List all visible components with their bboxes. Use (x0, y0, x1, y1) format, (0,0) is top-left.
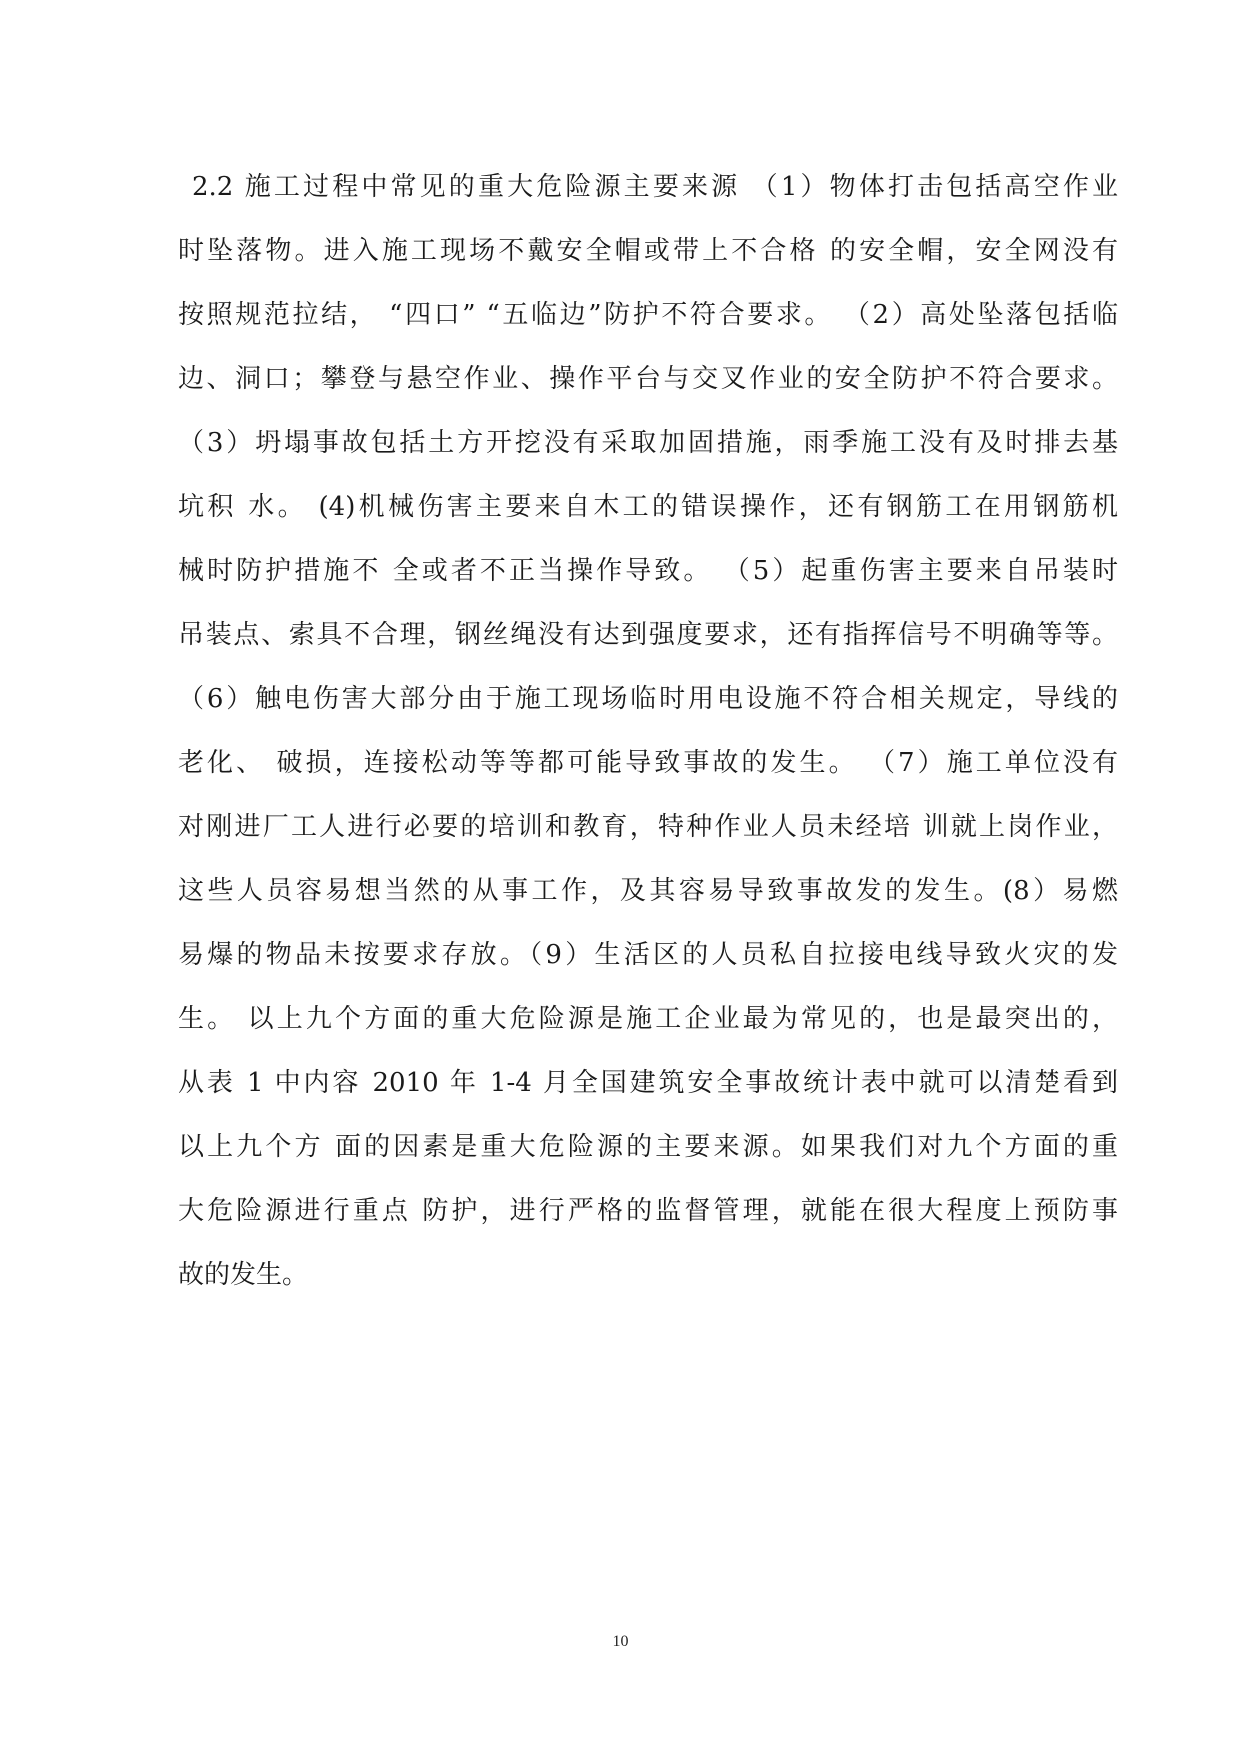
page-number: 10 (612, 1633, 629, 1650)
text-line: 易爆的物品未按要求存放。（9）生活区的人员私自拉接电线导致火灾的发 (178, 940, 1118, 970)
text-line: 2.2 施工过程中常见的重大危险源主要来源 （1）物体打击包括高空作业 (192, 172, 1118, 202)
text-line: 以上九个方 面的因素是重大危险源的主要来源。如果我们对九个方面的重 (178, 1132, 1118, 1162)
text-line: 生。 以上九个方面的重大危险源是施工企业最为常见的，也是最突出的， (178, 1004, 1118, 1034)
text-line: 按照规范拉结， “四口” “五临边”防护不符合要求。 （2）高处坠落包括临 (178, 300, 1118, 330)
text-line: 对刚进厂工人进行必要的培训和教育，特种作业人员未经培 训就上岗作业， (178, 812, 1118, 842)
body-paragraph (178, 155, 1118, 1307)
text-line: （6）触电伤害大部分由于施工现场临时用电设施不符合相关规定，导线的 (178, 684, 1118, 714)
text-line: 吊装点、索具不合理，钢丝绳没有达到强度要求，还有指挥信号不明确等等。 (178, 620, 1118, 650)
text-line: 大危险源进行重点 防护，进行严格的监督管理，就能在很大程度上预防事 (178, 1196, 1118, 1226)
text-line: 时坠落物。进入施工现场不戴安全帽或带上不合格 的安全帽，安全网没有 (178, 236, 1118, 266)
text-line: 故的发生。 (178, 1260, 309, 1290)
text-line: 坑积 水。 (4)机械伤害主要来自木工的错误操作，还有钢筋工在用钢筋机 (178, 492, 1118, 522)
text-line: 械时防护措施不 全或者不正当操作导致。 （5）起重伤害主要来自吊装时 (178, 556, 1118, 586)
text-line: 老化、 破损，连接松动等等都可能导致事故的发生。 （7）施工单位没有 (178, 748, 1118, 778)
text-line: 边、洞口；攀登与悬空作业、操作平台与交叉作业的安全防护不符合要求。 (178, 364, 1118, 394)
text-line: 这些人员容易想当然的从事工作，及其容易导致事故发的发生。(8）易燃 (178, 876, 1118, 906)
text-line: （3）坍塌事故包括土方开挖没有采取加固措施，雨季施工没有及时排去基 (178, 428, 1118, 458)
text-line: 从表 1 中内容 2010 年 1-4 月全国建筑安全事故统计表中就可以清楚看到 (178, 1068, 1118, 1098)
